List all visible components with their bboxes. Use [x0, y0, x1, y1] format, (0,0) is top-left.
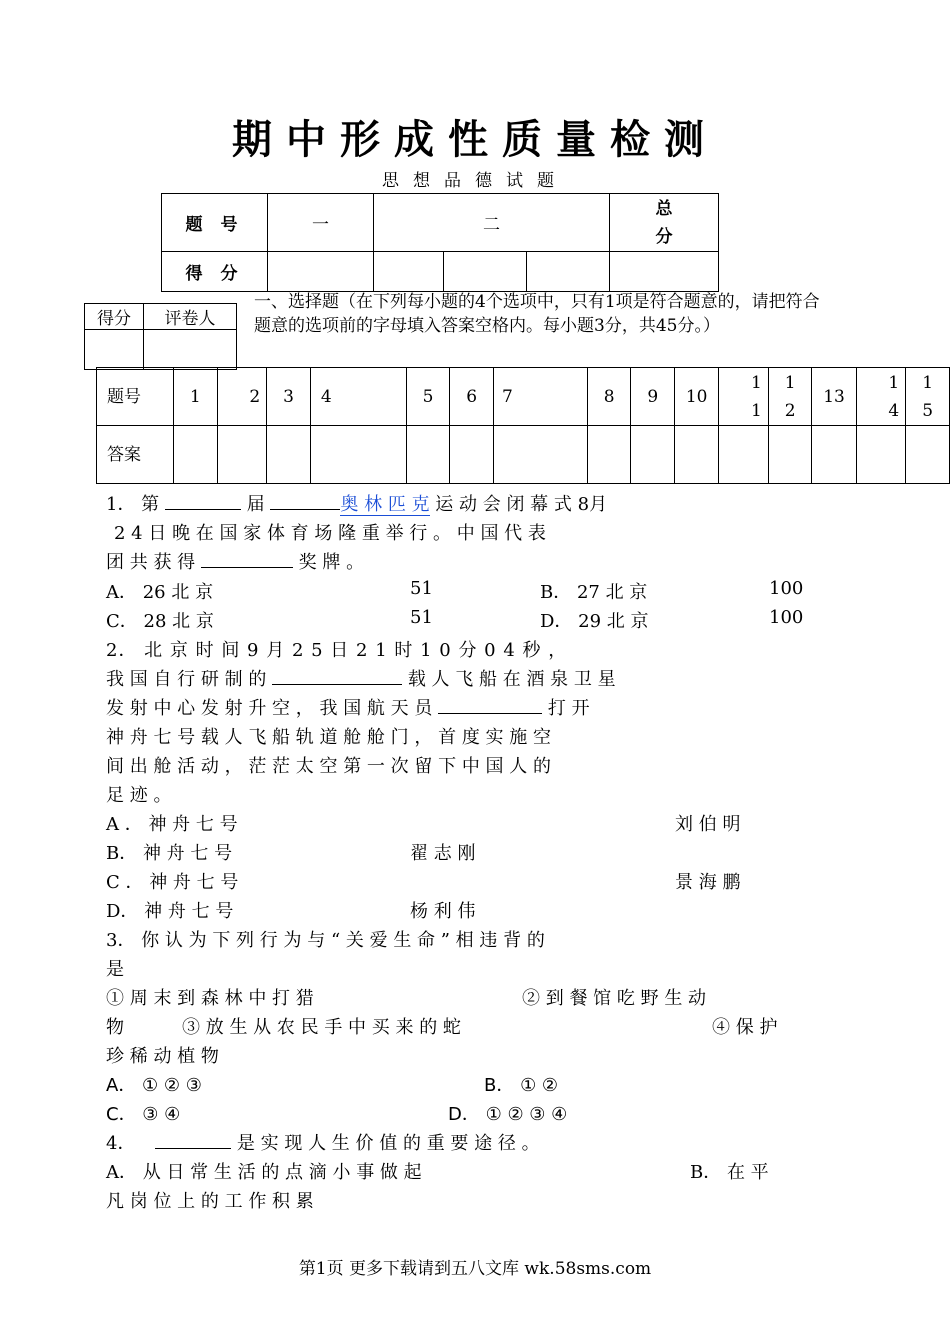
score-cell [444, 252, 527, 292]
answer-cell[interactable] [217, 426, 267, 484]
answer-cell[interactable] [493, 426, 587, 484]
grader-table [84, 303, 237, 370]
question-number: 5 [406, 368, 450, 426]
q4-option-b: B． 在 平 [690, 1162, 769, 1183]
q1-option-c-value: 51 [410, 607, 433, 628]
score-table [161, 193, 719, 292]
question-number: 13 [812, 368, 856, 426]
grader-name-label: 评卷人 [144, 304, 237, 330]
score-header-section2: 二 [374, 194, 610, 252]
q3-line2: 是 [106, 959, 124, 980]
answer-cell[interactable] [675, 426, 719, 484]
q4-blank[interactable] [155, 1130, 231, 1149]
question-number: 1 1 [719, 368, 769, 426]
q3-line4c: ④ 保 护 [712, 1017, 778, 1038]
answer-cell[interactable] [631, 426, 675, 484]
q2-line5: 间 出 舱 活 动 ， 茫 茫 太 空 第 一 次 留 下 中 国 人 的 [106, 756, 551, 777]
score-header-total: 总 分 [610, 194, 719, 252]
q2-option-d: D． 神 舟 七 号 [106, 901, 234, 922]
question-number: 9 [631, 368, 675, 426]
question-number: 8 [587, 368, 631, 426]
q3-option-a: A． ① ② ③ [106, 1075, 202, 1096]
q3-line3b: ② 到 餐 馆 吃 野 生 动 [522, 988, 707, 1009]
question-number: 1 5 [906, 368, 950, 426]
q2-line2: 我 国 自 行 研 制 的 载 人 飞 船 在 酒 泉 卫 星 [106, 665, 616, 691]
grader-name-cell [144, 330, 237, 370]
q1-option-d: D． 29 北 京 [540, 611, 649, 632]
answer-cell[interactable] [267, 426, 311, 484]
answer-cell[interactable] [406, 426, 450, 484]
answer-row-number-label: 题号 [97, 368, 174, 426]
q3-option-b: B． ① ② [484, 1075, 559, 1096]
q4-line1: 4． 是 实 现 人 生 价 值 的 重 要 途 径 。 [106, 1129, 540, 1155]
q2-option-a: A ． 神 舟 七 号 [106, 814, 238, 835]
page-subtitle: 思想品德试题 [382, 171, 568, 191]
q4-option-a: A． 从 日 常 生 活 的 点 滴 小 事 做 起 [106, 1162, 422, 1183]
grader-score-label: 得分 [85, 304, 144, 330]
question-number: 10 [675, 368, 719, 426]
q1-line1: 1． 第 届 奥 林 匹 克 运 动 会 闭 幕 式 8月 [106, 490, 607, 516]
page-title: 期中形成性质量检测 [232, 117, 718, 163]
olympic-link[interactable]: 奥 林 匹 克 [340, 494, 430, 515]
answer-cell[interactable] [856, 426, 906, 484]
q2-blank-spacecraft[interactable] [272, 666, 402, 685]
q1-option-d-value: 100 [769, 607, 804, 628]
q3-option-c: C． ③ ④ [106, 1104, 181, 1125]
q1-option-a-value: 51 [410, 578, 433, 599]
q3-line3a: ① 周 末 到 森 林 中 打 猎 [106, 988, 314, 1009]
answer-cell[interactable] [587, 426, 631, 484]
q3-line4b: ③ 放 生 从 农 民 手 中 买 来 的 蛇 [182, 1017, 461, 1038]
q3-line4a: 物 [106, 1017, 124, 1038]
section1-intro: 一、选择题（在下列每小题的4个选项中，只有1项是符合题意的，请把符合题意的选项前的字母填入答案空格内。每小题3分，共45分。） [254, 292, 820, 336]
score-row-label: 得 分 [162, 252, 268, 292]
question-number: 4 [310, 368, 406, 426]
answer-cell[interactable] [906, 426, 950, 484]
answer-cell[interactable] [310, 426, 406, 484]
q2-option-d-name: 杨 利 伟 [410, 901, 476, 922]
score-cell [527, 252, 610, 292]
question-number: 7 [493, 368, 587, 426]
q1-blank-medals[interactable] [201, 549, 293, 568]
answer-cell[interactable] [812, 426, 856, 484]
q2-line4: 神 舟 七 号 载 人 飞 船 轨 道 舱 舱 门 ， 首 度 实 施 空 [106, 727, 551, 748]
question-number: 3 [267, 368, 311, 426]
score-header-number: 题 号 [162, 194, 268, 252]
score-cell [268, 252, 374, 292]
q1-option-b: B． 27 北 京 [540, 582, 648, 603]
question-number: 2 [217, 368, 267, 426]
q1-option-c: C． 28 北 京 [106, 611, 214, 632]
score-header-section1: 一 [268, 194, 374, 252]
grader-score-cell [85, 330, 144, 370]
answer-cell[interactable] [719, 426, 769, 484]
q1-option-a: A． 26 北 京 [106, 582, 214, 603]
question-number: 1 4 [856, 368, 906, 426]
q2-line1: 2． 北 京 时 间 9 月 2 5 日 2 1 时 1 0 分 0 4 秒 ， [106, 640, 568, 661]
q1-line3: 团 共 获 得 奖 牌 。 [106, 548, 364, 574]
q2-line3: 发 射 中 心 发 射 升 空 ， 我 国 航 天 员 打 开 [106, 694, 590, 720]
page-footer: 第1页 更多下载请到五八文库 wk.58sms.com [298, 1259, 652, 1279]
score-cell [374, 252, 444, 292]
question-number: 1 [173, 368, 217, 426]
q4-line3: 凡 岗 位 上 的 工 作 积 累 [106, 1191, 314, 1212]
q1-blank-edition[interactable] [165, 491, 241, 510]
q2-option-c-name: 景 海 鹏 [675, 872, 741, 893]
q2-option-b-name: 翟 志 刚 [410, 843, 476, 864]
q2-option-c: C ． 神 舟 七 号 [106, 872, 239, 893]
q2-option-b: B． 神 舟 七 号 [106, 843, 233, 864]
question-number: 1 2 [768, 368, 812, 426]
q3-option-d: D． ① ② ③ ④ [448, 1104, 568, 1125]
answer-cell[interactable] [450, 426, 494, 484]
answer-table [96, 367, 950, 484]
q2-line6: 足 迹 。 [106, 785, 172, 806]
score-cell [610, 252, 719, 292]
answer-cell[interactable] [173, 426, 217, 484]
answer-cell[interactable] [768, 426, 812, 484]
q2-option-a-name: 刘 伯 明 [675, 814, 741, 835]
q1-option-b-value: 100 [769, 578, 804, 599]
answer-row-label: 答案 [97, 426, 174, 484]
q2-blank-astronaut[interactable] [438, 695, 542, 714]
question-number: 6 [450, 368, 494, 426]
q3-line1: 3． 你 认 为 下 列 行 为 与 “ 关 爱 生 命 ” 相 违 背 的 [106, 930, 545, 951]
q1-line2: 2 4 日 晚 在 国 家 体 育 场 隆 重 举 行 。 中 国 代 表 [114, 523, 546, 544]
q3-line5: 珍 稀 动 植 物 [106, 1046, 219, 1067]
